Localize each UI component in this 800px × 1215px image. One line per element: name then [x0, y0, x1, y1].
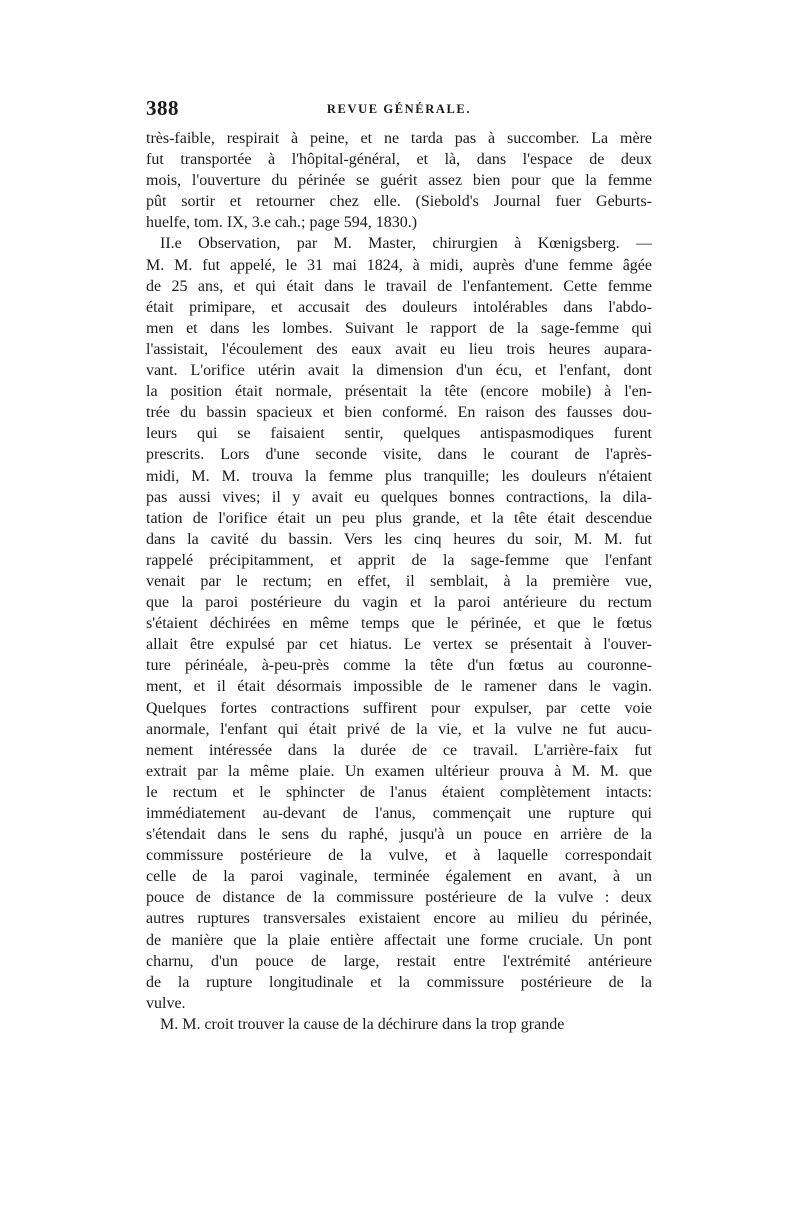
text-line: de 25 ans, et qui était dans le travail de l'enfantement. Cette femme — [146, 277, 652, 295]
running-head: REVUE GÉNÉRALE. — [326, 102, 472, 116]
text-line: fut transportée à l'hôpital-général, et là, dans l'espace de deux — [146, 151, 652, 169]
text-line: de la rupture longitudinale et la commissure postérieure de la — [146, 973, 652, 991]
text-line: M. M. croit trouver la cause de la déchirure dans la trop grande — [160, 1015, 565, 1033]
page-header — [146, 96, 652, 124]
text-line: de manière que la plaie entière affectait une forme cruciale. Un pont — [146, 931, 652, 949]
body-text — [146, 128, 652, 1035]
text-line: nement intéressée dans la durée de ce travail. L'arrière-faix fut — [146, 741, 652, 759]
paragraph — [146, 128, 652, 233]
text-line: ment, et il était désormais impossible de le ramener dans le vagin. — [146, 678, 652, 696]
text-line: trée du bassin spacieux et bien conformé. En raison des fausses dou- — [146, 404, 652, 422]
text-line: que la paroi postérieure du vagin et la paroi antérieure du rectum — [146, 594, 652, 612]
text-line: dans la cavité du bassin. Vers les cinq heures du soir, M. M. fut — [146, 530, 652, 548]
text-line: la position était normale, présentait la tête (encore mobile) à l'en- — [146, 383, 652, 401]
page-number: 388 — [146, 96, 179, 120]
text-line: autres ruptures transversales existaient encore au milieu du périnée, — [146, 910, 652, 928]
text-line: tation de l'orifice était un peu plus grande, et la tête était descendue — [146, 509, 652, 527]
text-line: pouce de distance de la commissure postérieure de la vulve : deux — [146, 889, 652, 907]
text-line: celle de la paroi vaginale, terminée également en avant, à un — [146, 868, 652, 886]
text-line: anormale, l'enfant qui était privé de la vie, et la vulve ne fut aucu- — [146, 720, 652, 738]
text-line: s'étaient déchirées en même temps que le périnée, et que le fœtus — [146, 615, 652, 633]
text-line: très-faible, respirait à peine, et ne tarda pas à succomber. La mère — [146, 130, 652, 147]
text-line: mois, l'ouverture du périnée se guérit assez bien pour que la femme — [146, 172, 652, 190]
text-line: leurs qui se faisaient sentir, quelques antispasmodiques furent — [146, 425, 652, 443]
text-line: Quelques fortes contractions suffirent pour expulser, par cette voie — [146, 699, 652, 717]
text-line: prescrits. Lors d'une seconde visite, dans le courant de l'après- — [146, 446, 652, 464]
text-line: extrait par la même plaie. Un examen ultérieur prouva à M. M. que — [146, 762, 652, 780]
text-line: pas aussi vives; il y avait eu quelques bonnes contractions, la dila- — [146, 488, 652, 506]
text-line: pût sortir et retourner chez elle. (Siebold's Journal fuer Geburts- — [146, 193, 652, 211]
text-line: ture périnéale, à-peu-près comme la tête d'un fœtus au couronne- — [146, 657, 652, 675]
paragraph — [146, 1014, 652, 1035]
text-line: M. M. fut appelé, le 31 mai 1824, à midi, auprès d'une femme âgée — [146, 256, 652, 274]
text-line: était primipare, et accusait des douleurs intolérables dans l'abdo- — [146, 298, 652, 316]
text-line: vant. L'orifice utérin avait la dimension d'un écu, et l'enfant, dont — [146, 362, 652, 380]
text-line: allait être expulsé par cet hiatus. Le vertex se présentait à l'ouver- — [146, 636, 652, 654]
text-line: huelfe, tom. IX, 3.e cah.; page 594, 1830.) — [146, 214, 418, 232]
paragraph — [146, 233, 652, 1013]
text-line: venait par le rectum; en effet, il semblait, à la première vue, — [146, 572, 652, 590]
text-line: charnu, d'un pouce de large, restait entre l'extrémité antérieure — [146, 952, 652, 970]
text-line: midi, M. M. trouva la femme plus tranquille; les douleurs n'étaient — [146, 467, 652, 485]
text-line: II.e Observation, par M. Master, chirurgien à Kœnigsberg. — — [160, 235, 652, 253]
text-line: men et dans les lombes. Suivant le rapport de la sage-femme qui — [146, 319, 652, 337]
text-line: rappelé précipitamment, et apprit de la sage-femme que l'enfant — [146, 551, 652, 569]
text-line: immédiatement au-devant de l'anus, commençait une rupture qui — [146, 805, 652, 822]
text-line: l'assistait, l'écoulement des eaux avait eu lieu trois heures aupara- — [146, 340, 652, 358]
text-line: vulve. — [146, 994, 186, 1012]
text-line: commissure postérieure de la vulve, et à laquelle correspondait — [146, 847, 652, 865]
text-line: s'étendait dans le sens du raphé, jusqu'à un pouce en arrière de la — [146, 826, 652, 844]
text-line: le rectum et le sphincter de l'anus étaient complètement intacts: — [146, 783, 652, 801]
